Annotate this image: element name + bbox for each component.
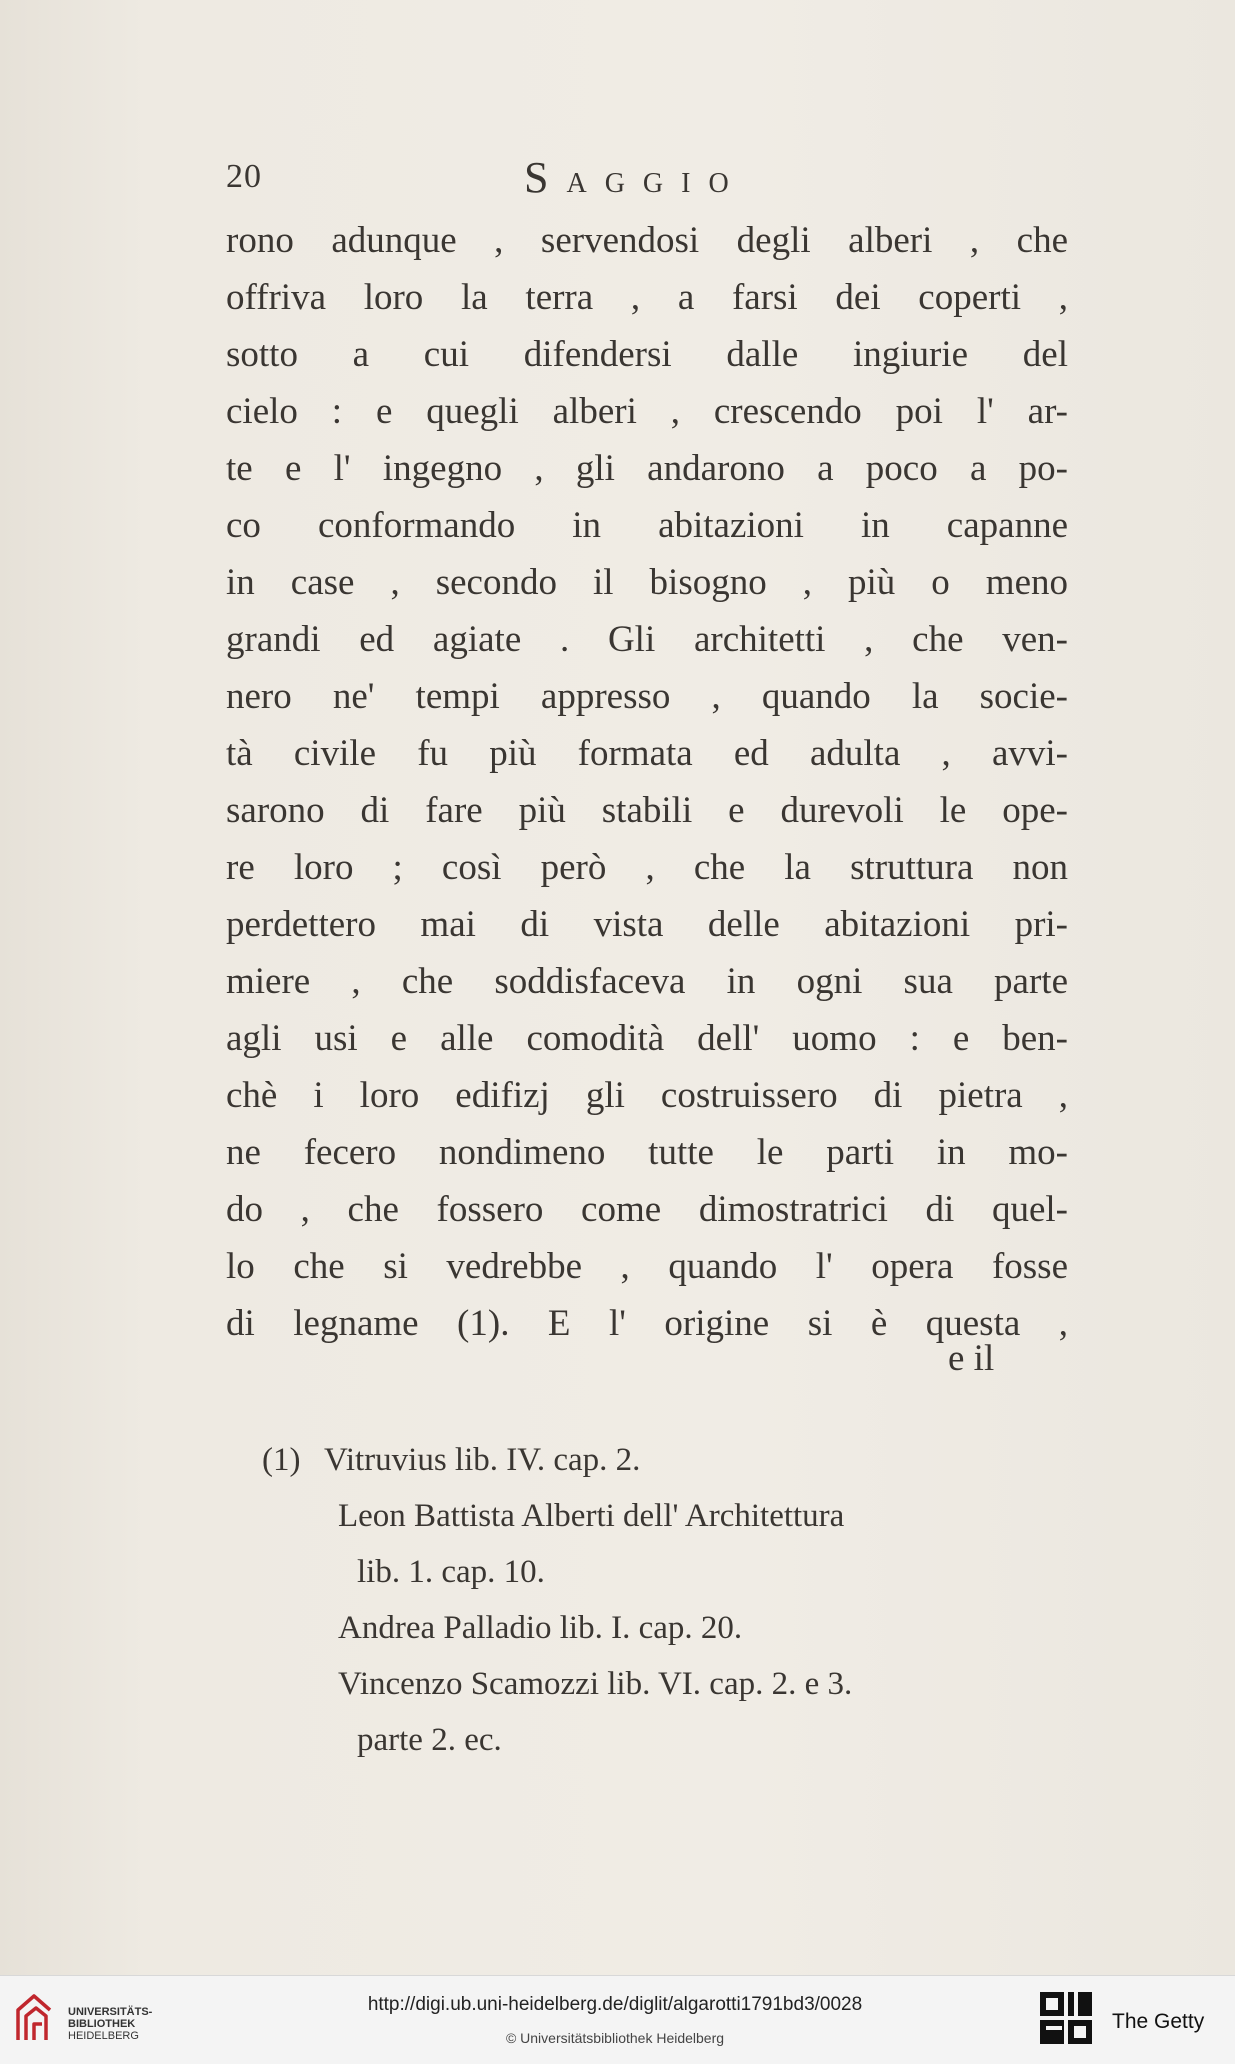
getty-label: The Getty (1112, 2010, 1205, 2033)
viewer-footer (0, 1975, 1235, 2064)
footnote-line: parte 2. ec. (357, 1722, 502, 1758)
text-line: lo che si vedrebbe , quando l' opera fosse (226, 1246, 1068, 1287)
text-line: te e l' ingegno , gli andarono a poco a po- (226, 448, 1068, 489)
library-logo-line: HEIDELBERG (68, 2030, 139, 2042)
text-line: ne fecero nondimeno tutte le parti in mo- (226, 1132, 1068, 1173)
running-title-rest: AGGIO (566, 168, 747, 199)
text-line: nero ne' tempi appresso , quando la socie- (226, 676, 1068, 717)
text-line: do , che fossero come dimostratrici di quel- (226, 1189, 1068, 1230)
running-title-initial: S (524, 153, 567, 202)
text-line: cielo : e quegli alberi , crescendo poi l' ar- (226, 391, 1068, 432)
text-line: di legname (1). E l' origine si è questa , (226, 1303, 1068, 1344)
library-logo-line: BIBLIOTHEK (68, 2018, 136, 2030)
text-line: in case , secondo il bisogno , più o meno (226, 562, 1068, 603)
footnote-line: Vincenzo Scamozzi lib. VI. cap. 2. e 3. (338, 1666, 853, 1702)
text-line: sarono di fare più stabili e durevoli le ope- (226, 790, 1068, 831)
text-line: tà civile fu più formata ed adulta , avvi- (226, 733, 1068, 774)
text-line: sotto a cui difendersi dalle ingiurie del (226, 334, 1068, 375)
body-text (226, 212, 1068, 1352)
getty-logo[interactable] (1038, 1990, 1228, 2054)
text-line: re loro ; così però , che la struttura non (226, 847, 1068, 888)
text-line: perdettero mai di vista delle abitazioni pri- (226, 904, 1068, 945)
footnote-text: Vitruvius lib. IV. cap. 2. (324, 1442, 641, 1478)
text-line: agli usi e alle comodità dell' uomo : e ben- (226, 1018, 1068, 1059)
catchword: e il (948, 1338, 995, 1379)
heidelberg-library-logo[interactable] (12, 1988, 182, 2052)
page-header (226, 152, 1106, 202)
footnote-marker: (1) (262, 1442, 301, 1478)
library-logo-text (68, 2006, 152, 2042)
text-line: grandi ed agiate . Gli architetti , che ven- (226, 619, 1068, 660)
text-line: miere , che soddisfaceva in ogni sua parte (226, 961, 1068, 1002)
running-title (524, 152, 747, 203)
library-logo-icon (12, 1990, 62, 2046)
library-logo-line: UNIVERSITÄTS- (68, 2006, 153, 2018)
text-line: rono adunque , servendosi degli alberi , che (226, 220, 1068, 261)
footnote-line: Leon Battista Alberti dell' Architettura (338, 1498, 845, 1534)
copyright-notice: © Universitätsbibliothek Heidelberg (505, 2030, 725, 2046)
footnotes (262, 1432, 1082, 1768)
text-line: chè i loro edifizj gli costruissero di pietra , (226, 1075, 1068, 1116)
page-number: 20 (226, 158, 262, 195)
text-line: co conformando in abitazioni in capanne (226, 505, 1068, 546)
footnote-line: Andrea Palladio lib. I. cap. 20. (338, 1610, 743, 1646)
getty-mark-icon (1038, 1990, 1094, 2052)
footnote-line: lib. 1. cap. 10. (357, 1554, 545, 1590)
footnote-line (262, 1432, 1082, 1488)
text-line: offriva loro la terra , a farsi dei coperti , (226, 277, 1068, 318)
permalink-url[interactable]: http://digi.ub.uni-heidelberg.de/diglit/algarotti1791bd3/0028 (367, 1994, 863, 2015)
